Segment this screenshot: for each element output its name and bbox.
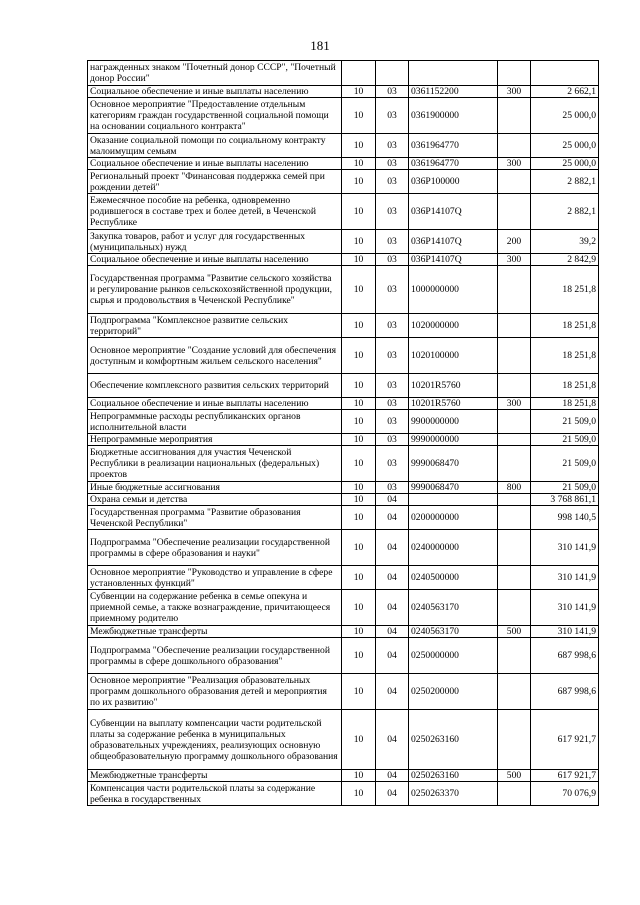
cell-section: 10 bbox=[342, 194, 376, 230]
cell-expense-type: 300 bbox=[498, 158, 531, 170]
cell-name: Социальное обеспечение и иные выплаты населению bbox=[88, 398, 342, 410]
cell-name: Социальное обеспечение и иные выплаты населению bbox=[88, 158, 342, 170]
table-row bbox=[88, 566, 599, 590]
cell-target-article: 0240563170 bbox=[409, 626, 498, 638]
cell-name: Основное мероприятие "Реализация образовательных программ дошкольного образования детей и мероприятия по их развитию" bbox=[88, 674, 342, 710]
cell-section: 10 bbox=[342, 158, 376, 170]
cell-section: 10 bbox=[342, 638, 376, 674]
cell-subsection: 04 bbox=[376, 710, 409, 770]
cell-subsection: 03 bbox=[376, 434, 409, 446]
cell-expense-type bbox=[498, 374, 531, 398]
cell-target-article: 0240563170 bbox=[409, 590, 498, 626]
table-row bbox=[88, 638, 599, 674]
cell-target-article: 0361900000 bbox=[409, 98, 498, 134]
cell-amount: 18 251,8 bbox=[531, 314, 599, 338]
cell-expense-type bbox=[498, 434, 531, 446]
cell-target-article: 0250263370 bbox=[409, 782, 498, 806]
cell-section: 10 bbox=[342, 626, 376, 638]
cell-name: Региональный проект "Финансовая поддержка семей при рождении детей" bbox=[88, 170, 342, 194]
cell-expense-type bbox=[498, 194, 531, 230]
cell-amount: 21 509,0 bbox=[531, 482, 599, 494]
table-row bbox=[88, 434, 599, 446]
cell-amount: 18 251,8 bbox=[531, 266, 599, 314]
table-row bbox=[88, 674, 599, 710]
cell-amount: 39,2 bbox=[531, 230, 599, 254]
cell-expense-type bbox=[498, 61, 531, 86]
table-row bbox=[88, 446, 599, 482]
cell-amount: 310 141,9 bbox=[531, 626, 599, 638]
cell-name: Подпрограмма "Обеспечение реализации государственной программы в сфере образования и науки" bbox=[88, 530, 342, 566]
cell-expense-type: 800 bbox=[498, 482, 531, 494]
cell-section: 10 bbox=[342, 134, 376, 158]
cell-target-article: 036P14107Q bbox=[409, 194, 498, 230]
cell-section: 10 bbox=[342, 314, 376, 338]
cell-section: 10 bbox=[342, 254, 376, 266]
table-row bbox=[88, 410, 599, 434]
table-row bbox=[88, 134, 599, 158]
cell-section: 10 bbox=[342, 506, 376, 530]
cell-section: 10 bbox=[342, 482, 376, 494]
cell-expense-type: 500 bbox=[498, 626, 531, 638]
cell-amount: 2 662,1 bbox=[531, 86, 599, 98]
table-row bbox=[88, 590, 599, 626]
cell-amount: 25 000,0 bbox=[531, 134, 599, 158]
cell-target-article: 1000000000 bbox=[409, 266, 498, 314]
cell-amount: 2 882,1 bbox=[531, 194, 599, 230]
cell-name: Межбюджетные трансферты bbox=[88, 626, 342, 638]
cell-expense-type bbox=[498, 530, 531, 566]
cell-target-article: 10201R5760 bbox=[409, 374, 498, 398]
cell-subsection: 04 bbox=[376, 566, 409, 590]
cell-section: 10 bbox=[342, 674, 376, 710]
cell-expense-type bbox=[498, 506, 531, 530]
cell-name: Основное мероприятие "Предоставление отдельным категориям граждан государственной социальной помощи на основании социального контракта" bbox=[88, 98, 342, 134]
cell-amount: 18 251,8 bbox=[531, 338, 599, 374]
cell-name: Государственная программа "Развитие сельского хозяйства и регулирование рынков сельскохозяйственной продукции, сырья и продовольствия в Чеченской Республике" bbox=[88, 266, 342, 314]
cell-subsection: 04 bbox=[376, 782, 409, 806]
cell-target-article: 9990068470 bbox=[409, 482, 498, 494]
cell-target-article: 0250000000 bbox=[409, 638, 498, 674]
cell-subsection: 03 bbox=[376, 254, 409, 266]
cell-subsection: 03 bbox=[376, 410, 409, 434]
cell-name: Компенсация части родительской платы за содержание ребенка в государственных bbox=[88, 782, 342, 806]
table-row bbox=[88, 314, 599, 338]
cell-amount: 310 141,9 bbox=[531, 590, 599, 626]
cell-expense-type bbox=[498, 494, 531, 506]
budget-table bbox=[87, 60, 599, 806]
cell-section: 10 bbox=[342, 782, 376, 806]
cell-amount: 2 882,1 bbox=[531, 170, 599, 194]
cell-amount: 21 509,0 bbox=[531, 446, 599, 482]
table-row bbox=[88, 506, 599, 530]
cell-target-article: 0250263160 bbox=[409, 710, 498, 770]
cell-expense-type: 300 bbox=[498, 398, 531, 410]
table-row bbox=[88, 170, 599, 194]
cell-target-article: 9900000000 bbox=[409, 410, 498, 434]
cell-subsection: 03 bbox=[376, 158, 409, 170]
cell-target-article: 0200000000 bbox=[409, 506, 498, 530]
cell-name: Оказание социальной помощи по социальному контракту малоимущим семьям bbox=[88, 134, 342, 158]
cell-target-article: 0361152200 bbox=[409, 86, 498, 98]
cell-subsection: 04 bbox=[376, 638, 409, 674]
cell-name: Субвенции на содержание ребенка в семье опекуна и приемной семье, а также вознаграждение, причитающееся приемному родителю bbox=[88, 590, 342, 626]
cell-subsection: 04 bbox=[376, 590, 409, 626]
cell-subsection: 04 bbox=[376, 530, 409, 566]
cell-section: 10 bbox=[342, 446, 376, 482]
cell-name: Основное мероприятие "Создание условий для обеспечения доступным и комфортным жильем сельского населения" bbox=[88, 338, 342, 374]
cell-section: 10 bbox=[342, 494, 376, 506]
cell-expense-type bbox=[498, 314, 531, 338]
table-row bbox=[88, 494, 599, 506]
cell-expense-type: 300 bbox=[498, 254, 531, 266]
cell-amount: 21 509,0 bbox=[531, 434, 599, 446]
table-row bbox=[88, 482, 599, 494]
cell-amount: 3 768 861,1 bbox=[531, 494, 599, 506]
cell-target-article: 0361964770 bbox=[409, 134, 498, 158]
cell-target-article: 0250200000 bbox=[409, 674, 498, 710]
cell-section: 10 bbox=[342, 530, 376, 566]
cell-section: 10 bbox=[342, 86, 376, 98]
cell-expense-type bbox=[498, 98, 531, 134]
table-row bbox=[88, 626, 599, 638]
cell-amount: 998 140,5 bbox=[531, 506, 599, 530]
table-row bbox=[88, 86, 599, 98]
table-row bbox=[88, 266, 599, 314]
table-row bbox=[88, 338, 599, 374]
cell-expense-type bbox=[498, 266, 531, 314]
cell-name: Государственная программа "Развитие образования Чеченской Республики" bbox=[88, 506, 342, 530]
cell-amount: 25 000,0 bbox=[531, 98, 599, 134]
cell-amount: 310 141,9 bbox=[531, 530, 599, 566]
cell-target-article bbox=[409, 494, 498, 506]
table-body bbox=[88, 61, 599, 806]
cell-target-article: 9990068470 bbox=[409, 446, 498, 482]
cell-name: Иные бюджетные ассигнования bbox=[88, 482, 342, 494]
cell-name: Закупка товаров, работ и услуг для государственных (муниципальных) нужд bbox=[88, 230, 342, 254]
cell-amount: 18 251,8 bbox=[531, 374, 599, 398]
cell-expense-type bbox=[498, 134, 531, 158]
cell-expense-type bbox=[498, 446, 531, 482]
cell-amount: 2 842,9 bbox=[531, 254, 599, 266]
cell-name: Обеспечение комплексного развития сельских территорий bbox=[88, 374, 342, 398]
cell-expense-type: 500 bbox=[498, 770, 531, 782]
cell-target-article: 9990000000 bbox=[409, 434, 498, 446]
cell-subsection: 04 bbox=[376, 494, 409, 506]
cell-target-article: 1020000000 bbox=[409, 314, 498, 338]
cell-target-article: 0240000000 bbox=[409, 530, 498, 566]
cell-expense-type: 200 bbox=[498, 230, 531, 254]
cell-expense-type bbox=[498, 410, 531, 434]
cell-subsection: 04 bbox=[376, 626, 409, 638]
table-row bbox=[88, 158, 599, 170]
cell-target-article: 036P100000 bbox=[409, 170, 498, 194]
cell-amount bbox=[531, 61, 599, 86]
cell-section: 10 bbox=[342, 338, 376, 374]
cell-section: 10 bbox=[342, 590, 376, 626]
cell-section: 10 bbox=[342, 566, 376, 590]
cell-subsection: 04 bbox=[376, 506, 409, 530]
page-number: 181 bbox=[310, 38, 330, 53]
cell-subsection bbox=[376, 61, 409, 86]
cell-target-article: 0361964770 bbox=[409, 158, 498, 170]
cell-subsection: 03 bbox=[376, 446, 409, 482]
table-row bbox=[88, 530, 599, 566]
cell-expense-type bbox=[498, 338, 531, 374]
cell-name: Охрана семьи и детства bbox=[88, 494, 342, 506]
cell-subsection: 03 bbox=[376, 482, 409, 494]
cell-amount: 18 251,8 bbox=[531, 398, 599, 410]
cell-section bbox=[342, 61, 376, 86]
cell-expense-type bbox=[498, 710, 531, 770]
cell-subsection: 03 bbox=[376, 194, 409, 230]
cell-target-article: 0250263160 bbox=[409, 770, 498, 782]
cell-subsection: 03 bbox=[376, 314, 409, 338]
cell-section: 10 bbox=[342, 710, 376, 770]
cell-name: Подпрограмма "Обеспечение реализации государственной программы в сфере дошкольного образования" bbox=[88, 638, 342, 674]
cell-name: Социальное обеспечение и иные выплаты населению bbox=[88, 254, 342, 266]
table-row bbox=[88, 98, 599, 134]
cell-target-article: 036P14107Q bbox=[409, 254, 498, 266]
cell-name: Межбюджетные трансферты bbox=[88, 770, 342, 782]
cell-expense-type: 300 bbox=[498, 86, 531, 98]
cell-amount: 70 076,9 bbox=[531, 782, 599, 806]
cell-amount: 21 509,0 bbox=[531, 410, 599, 434]
cell-section: 10 bbox=[342, 230, 376, 254]
cell-expense-type bbox=[498, 170, 531, 194]
cell-target-article: 10201R5760 bbox=[409, 398, 498, 410]
cell-expense-type bbox=[498, 566, 531, 590]
cell-name: Бюджетные ассигнования для участия Чеченской Республики в реализации национальных (федеральных) проектов bbox=[88, 446, 342, 482]
cell-subsection: 03 bbox=[376, 266, 409, 314]
table-row bbox=[88, 782, 599, 806]
cell-name: Непрограммные расходы республиканских органов исполнительной власти bbox=[88, 410, 342, 434]
cell-expense-type bbox=[498, 638, 531, 674]
cell-section: 10 bbox=[342, 170, 376, 194]
cell-name: награжденных знаком "Почетный донор СССР", "Почетный донор России" bbox=[88, 61, 342, 86]
cell-expense-type bbox=[498, 590, 531, 626]
cell-expense-type bbox=[498, 782, 531, 806]
cell-section: 10 bbox=[342, 410, 376, 434]
cell-section: 10 bbox=[342, 434, 376, 446]
cell-section: 10 bbox=[342, 266, 376, 314]
cell-subsection: 03 bbox=[376, 86, 409, 98]
cell-target-article: 0240500000 bbox=[409, 566, 498, 590]
table-row bbox=[88, 710, 599, 770]
table-row bbox=[88, 61, 599, 86]
cell-amount: 617 921,7 bbox=[531, 770, 599, 782]
cell-target-article: 036P14107Q bbox=[409, 230, 498, 254]
cell-name: Подпрограмма "Комплексное развитие сельских территорий" bbox=[88, 314, 342, 338]
table-row bbox=[88, 770, 599, 782]
cell-amount: 310 141,9 bbox=[531, 566, 599, 590]
table-row bbox=[88, 254, 599, 266]
cell-section: 10 bbox=[342, 398, 376, 410]
cell-subsection: 03 bbox=[376, 134, 409, 158]
cell-subsection: 03 bbox=[376, 338, 409, 374]
cell-name: Ежемесячное пособие на ребенка, одновременно родившегося в составе трех и более детей, в Чеченской Республике bbox=[88, 194, 342, 230]
cell-subsection: 04 bbox=[376, 770, 409, 782]
cell-name: Социальное обеспечение и иные выплаты населению bbox=[88, 86, 342, 98]
cell-name: Основное мероприятие "Руководство и управление в сфере установленных функций" bbox=[88, 566, 342, 590]
cell-section: 10 bbox=[342, 770, 376, 782]
table-row bbox=[88, 374, 599, 398]
cell-subsection: 03 bbox=[376, 230, 409, 254]
cell-subsection: 03 bbox=[376, 398, 409, 410]
cell-name: Непрограммные мероприятия bbox=[88, 434, 342, 446]
cell-amount: 25 000,0 bbox=[531, 158, 599, 170]
cell-section: 10 bbox=[342, 98, 376, 134]
cell-target-article bbox=[409, 61, 498, 86]
cell-subsection: 04 bbox=[376, 674, 409, 710]
cell-name: Субвенции на выплату компенсации части родительской платы за содержание ребенка в муниципальных образовательных учреждениях, реализующих основную общеобразовательную программу дошкольного образования bbox=[88, 710, 342, 770]
cell-amount: 687 998,6 bbox=[531, 674, 599, 710]
table-row bbox=[88, 398, 599, 410]
cell-expense-type bbox=[498, 674, 531, 710]
cell-amount: 617 921,7 bbox=[531, 710, 599, 770]
cell-subsection: 03 bbox=[376, 98, 409, 134]
table-row bbox=[88, 230, 599, 254]
cell-subsection: 03 bbox=[376, 170, 409, 194]
cell-subsection: 03 bbox=[376, 374, 409, 398]
table-row bbox=[88, 194, 599, 230]
cell-section: 10 bbox=[342, 374, 376, 398]
cell-target-article: 1020100000 bbox=[409, 338, 498, 374]
cell-amount: 687 998,6 bbox=[531, 638, 599, 674]
